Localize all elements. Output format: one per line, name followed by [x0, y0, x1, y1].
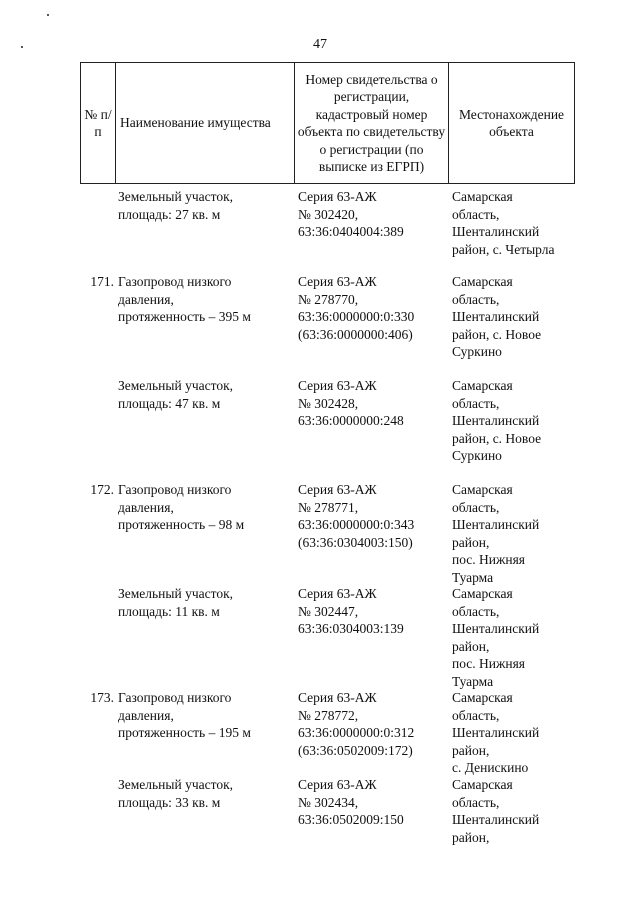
registration-number-line: (63:36:0502009:172): [298, 742, 413, 758]
property-location-line: Самарская: [452, 274, 513, 289]
property-location-line: Шенталинский: [452, 812, 540, 827]
property-name-line: Земельный участок,: [118, 586, 234, 601]
property-name-line: давления,: [118, 291, 174, 307]
property-name: [118, 188, 293, 223]
row-number: 173.: [90, 690, 114, 705]
registration-number-line: 63:36:0000000:0:330: [298, 309, 415, 324]
registration-number: [298, 776, 448, 829]
registration-number-line: 63:36:0404004:389: [298, 224, 404, 239]
property-location-line: область,: [452, 291, 500, 307]
property-location-line: Самарская: [452, 189, 513, 204]
property-location-line: район, с. Четырла: [452, 241, 555, 257]
property-location-line: Шенталинский: [452, 224, 540, 239]
property-location-line: Шенталинский: [452, 413, 540, 428]
registration-number-line: 63:36:0000000:248: [298, 413, 404, 428]
scan-speck: [47, 14, 49, 16]
property-name-line: давления,: [118, 707, 174, 723]
property-location: [452, 188, 582, 258]
property-location: [452, 776, 582, 846]
registration-number: [298, 188, 448, 241]
header-col-location: Местонахождение объекта: [449, 63, 575, 184]
property-location-line: Самарская: [452, 482, 513, 497]
property-name-line: Земельный участок,: [118, 378, 234, 393]
property-location-line: Туарма: [452, 673, 494, 689]
property-name-line: протяженность – 98 м: [118, 517, 245, 532]
property-location: [452, 689, 582, 777]
property-name: [118, 377, 293, 412]
registration-number-line: (63:36:0304003:150): [298, 534, 413, 550]
property-location-line: область,: [452, 395, 500, 411]
property-location-line: Туарма: [452, 569, 494, 585]
property-location-line: Суркино: [452, 344, 502, 359]
page-number: 47: [313, 37, 327, 52]
registration-number-line: Серия 63-АЖ: [298, 274, 377, 289]
registration-number-line: № 302434,: [298, 794, 359, 810]
property-location-line: район,: [452, 829, 490, 845]
property-name: [118, 273, 293, 326]
property-location-line: с. Денискино: [452, 760, 529, 775]
property-location-line: район,: [452, 534, 490, 550]
property-location: [452, 377, 582, 465]
property-location-line: область,: [452, 707, 500, 723]
property-location-line: район, с. Новое: [452, 326, 542, 342]
registration-number-line: 63:36:0502009:150: [298, 812, 404, 827]
row-number: 171.: [90, 274, 114, 289]
registration-number-line: Серия 63-АЖ: [298, 378, 377, 393]
property-name-line: Земельный участок,: [118, 777, 234, 792]
property-name-line: площадь: 47 кв. м: [118, 395, 221, 411]
header-col-registration: Номер свидетельства о регистрации, кадастровый номер объекта по свидетельству о регистрации (по выписке из ЕГРП): [295, 63, 449, 184]
property-location-line: пос. Нижняя: [452, 656, 525, 671]
property-name-line: протяженность – 395 м: [118, 309, 251, 324]
header-col-name: Наименование имущества: [116, 63, 295, 184]
registration-number-line: 63:36:0000000:0:343: [298, 517, 415, 532]
header-col-number: № п/п: [81, 63, 116, 184]
property-name: [118, 689, 293, 742]
property-name-line: площадь: 27 кв. м: [118, 206, 221, 222]
property-location-line: Самарская: [452, 777, 513, 792]
property-location-line: область,: [452, 206, 500, 222]
property-name: [118, 585, 293, 620]
property-location-line: Шенталинский: [452, 725, 540, 740]
registration-number-line: (63:36:0000000:406): [298, 326, 413, 342]
property-location-line: область,: [452, 603, 500, 619]
property-name-line: площадь: 33 кв. м: [118, 794, 221, 810]
registration-number: [298, 377, 448, 430]
row-number: 172.: [90, 482, 114, 497]
registration-number-line: Серия 63-АЖ: [298, 690, 377, 705]
registration-number: [298, 689, 448, 759]
registration-number-line: № 302420,: [298, 206, 359, 222]
registration-number: [298, 585, 448, 638]
property-name: [118, 481, 293, 534]
property-location: [452, 481, 582, 586]
registration-number-line: Серия 63-АЖ: [298, 482, 377, 497]
property-location-line: Самарская: [452, 586, 513, 601]
property-location-line: область,: [452, 794, 500, 810]
property-location-line: Шенталинский: [452, 621, 540, 636]
registration-number-line: № 302428,: [298, 395, 359, 411]
registration-number-line: Серия 63-АЖ: [298, 586, 377, 601]
property-name-line: Газопровод низкого: [118, 690, 232, 705]
property-location-line: район,: [452, 638, 490, 654]
registration-number-line: № 278771,: [298, 499, 359, 515]
property-name-line: Газопровод низкого: [118, 482, 232, 497]
property-location-line: Самарская: [452, 378, 513, 393]
registration-number-line: Серия 63-АЖ: [298, 189, 377, 204]
registration-number-line: № 278770,: [298, 291, 359, 307]
property-location-line: Шенталинский: [452, 309, 540, 324]
property-location-line: пос. Нижняя: [452, 552, 525, 567]
property-name-line: давления,: [118, 499, 174, 515]
property-name-line: Газопровод низкого: [118, 274, 232, 289]
registration-number-line: 63:36:0000000:0:312: [298, 725, 415, 740]
property-name-line: Земельный участок,: [118, 189, 234, 204]
registration-number-line: 63:36:0304003:139: [298, 621, 404, 636]
property-location-line: Суркино: [452, 448, 502, 463]
registration-number-line: Серия 63-АЖ: [298, 777, 377, 792]
registration-number: [298, 481, 448, 551]
property-name: [118, 776, 293, 811]
property-location-line: район, с. Новое: [452, 430, 542, 446]
table-header: [80, 62, 575, 184]
property-location: [452, 585, 582, 690]
property-location-line: Самарская: [452, 690, 513, 705]
property-name-line: площадь: 11 кв. м: [118, 603, 220, 619]
registration-number: [298, 273, 448, 343]
property-name-line: протяженность – 195 м: [118, 725, 251, 740]
property-location-line: Шенталинский: [452, 517, 540, 532]
registration-number-line: № 302447,: [298, 603, 359, 619]
property-location-line: район,: [452, 742, 490, 758]
property-location: [452, 273, 582, 361]
registration-number-line: № 278772,: [298, 707, 359, 723]
property-location-line: область,: [452, 499, 500, 515]
